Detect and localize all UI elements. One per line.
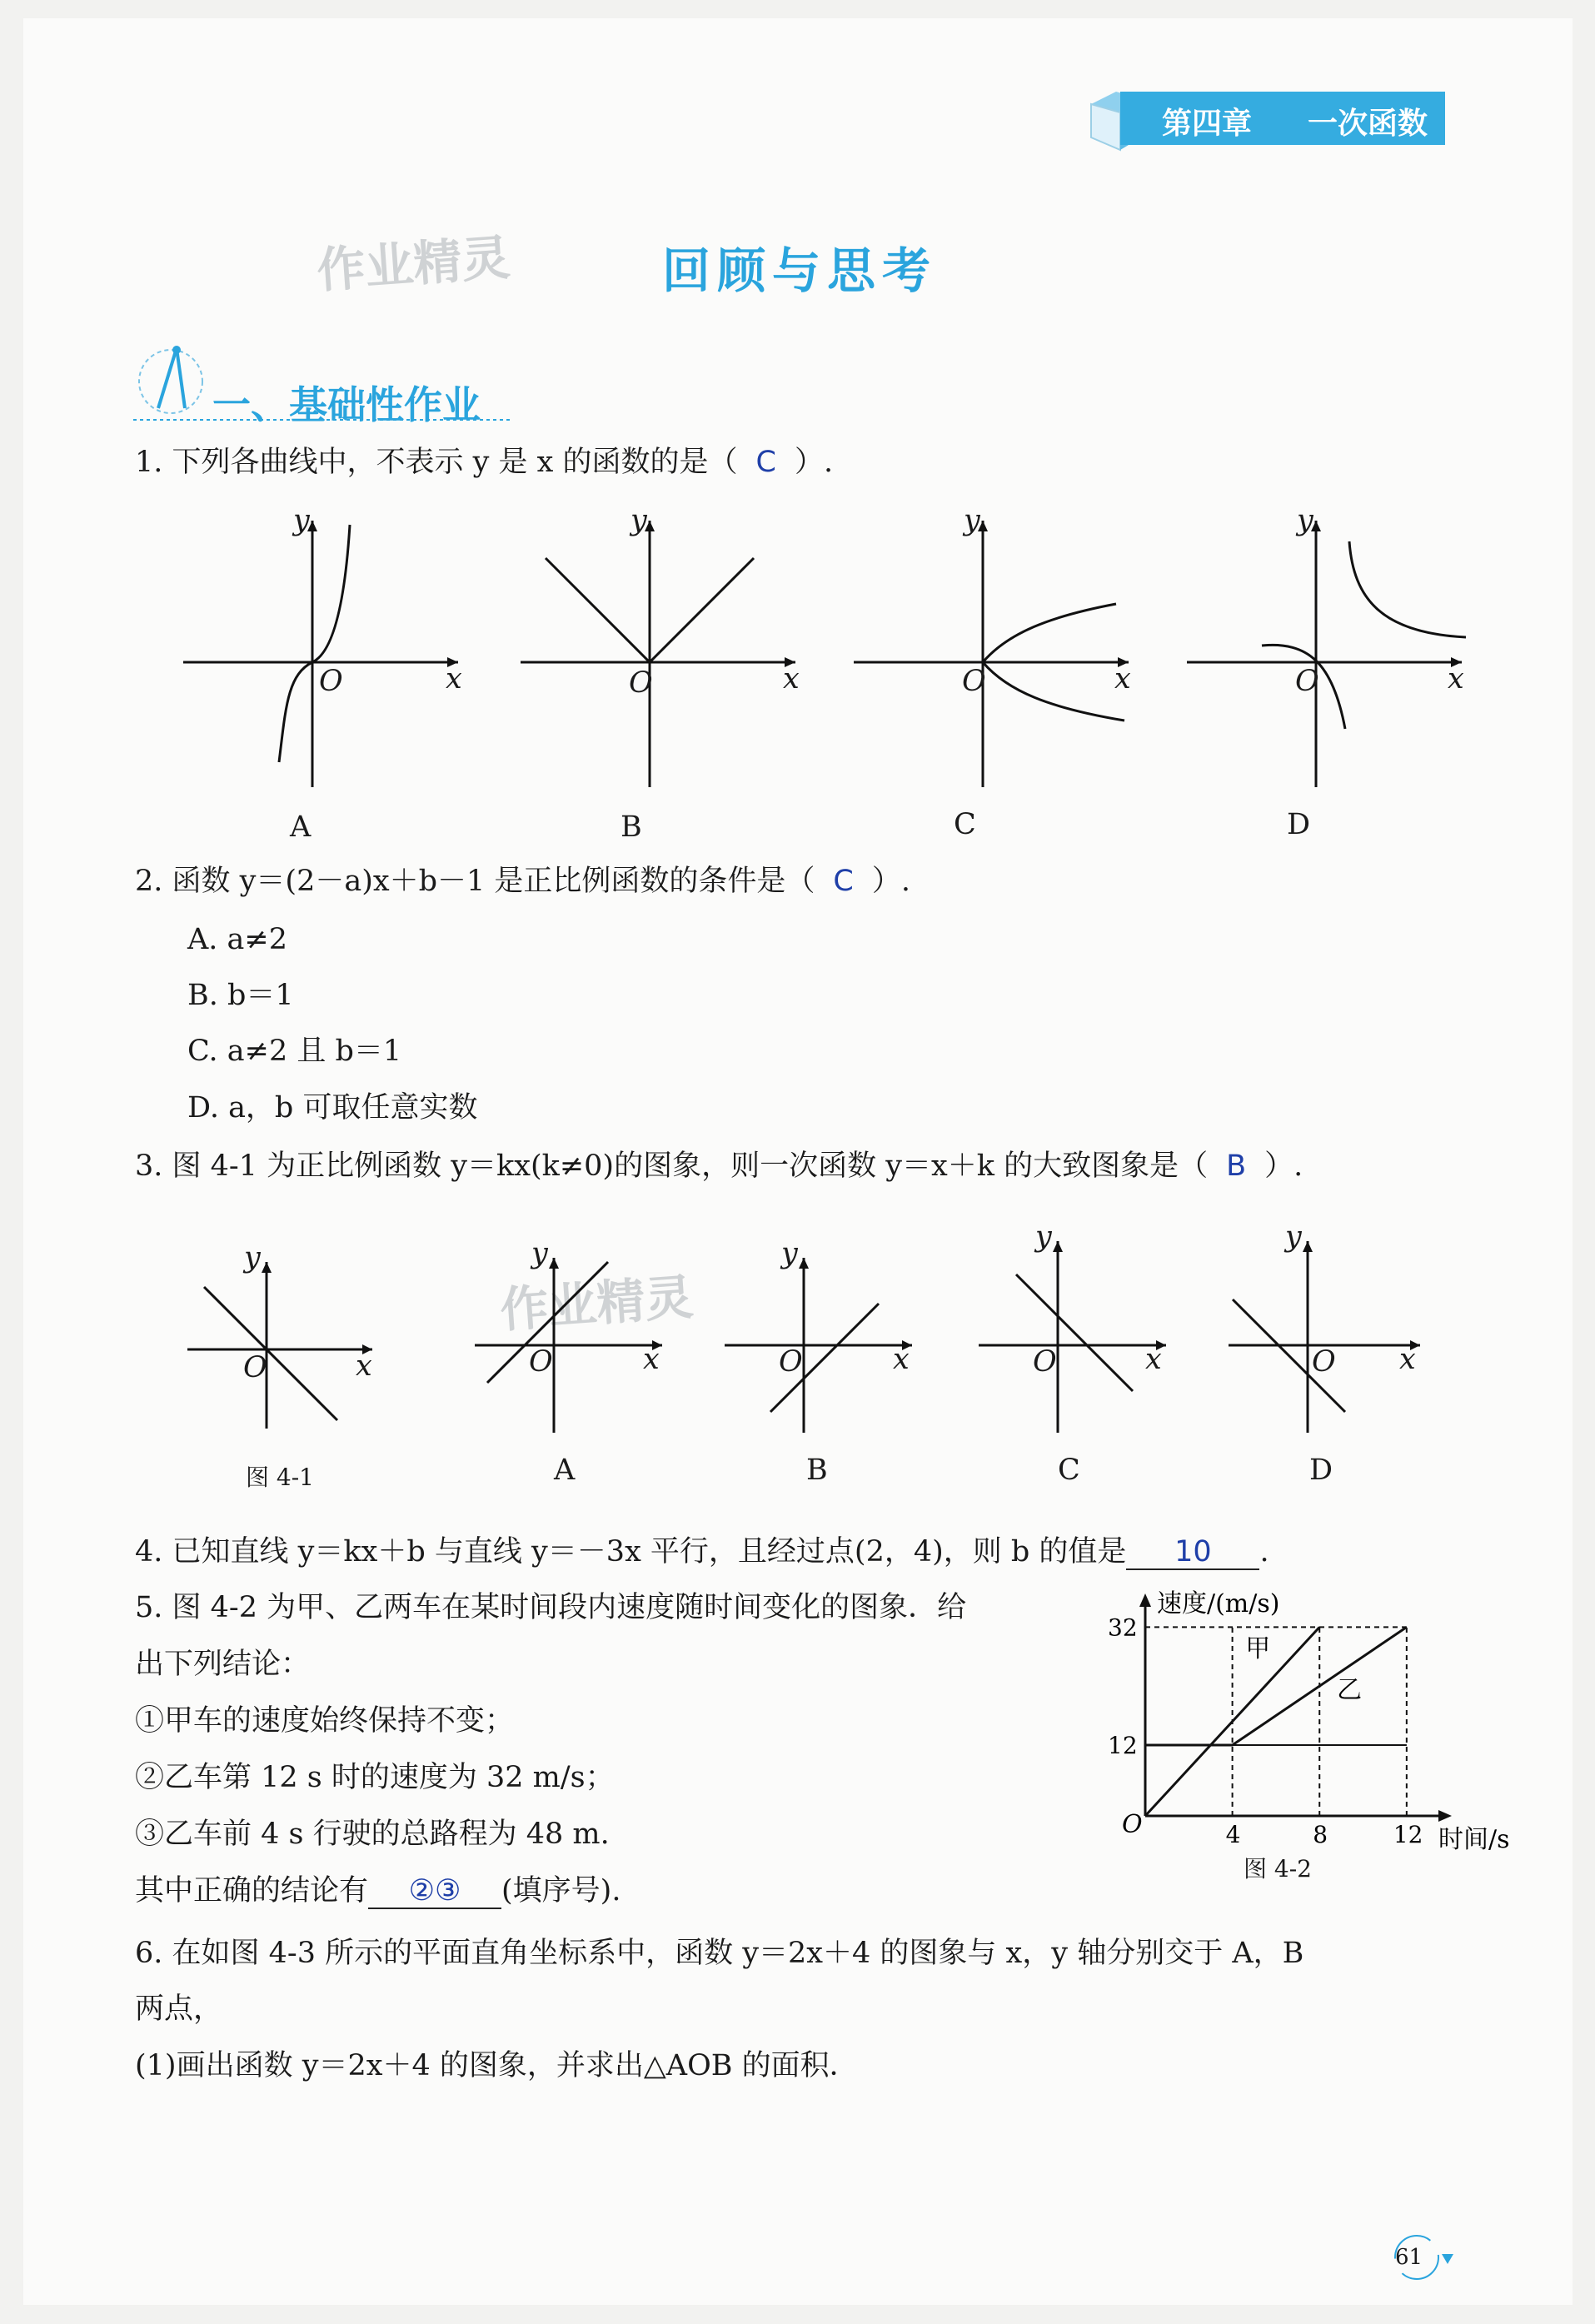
q3-graph-c xyxy=(974,1233,1174,1433)
q1c-y-label: y xyxy=(964,504,980,537)
q6-sub1: (1)画出函数 y＝2x＋4 的图象，并求出△AOB 的面积． xyxy=(135,2049,859,2082)
q3b-x-label: x xyxy=(893,1343,910,1376)
q5-fig-caption: 图 4-2 xyxy=(1244,1855,1312,1883)
q3f-o-label: O xyxy=(243,1351,267,1384)
q3f-x-label: x xyxy=(356,1349,372,1383)
q5-conclusion-2: ②乙车第 12 s 时的速度为 32 m/s； xyxy=(135,1761,615,1794)
series-label-jia: 甲 xyxy=(1245,1633,1271,1663)
q3-graph-b xyxy=(720,1245,920,1437)
q3-option-d: D xyxy=(1309,1454,1333,1487)
q6-line2: 两点， xyxy=(135,1992,223,2026)
q1a-x-label: x xyxy=(446,662,462,696)
q3b-y-label: y xyxy=(781,1237,798,1270)
q1d-o-label: O xyxy=(1295,665,1319,698)
q1b-x-label: x xyxy=(783,662,800,696)
q3-option-a: A xyxy=(554,1454,576,1487)
section-underline xyxy=(133,416,516,425)
q5-ask: 其中正确的结论有 ②③ (填序号). xyxy=(135,1874,621,1908)
q3f-y-label: y xyxy=(244,1241,261,1274)
q1b-y-label: y xyxy=(631,504,647,537)
q1-graph-c xyxy=(850,508,1133,791)
q3d-x-label: x xyxy=(1399,1343,1416,1376)
page-number: 61 xyxy=(1395,2245,1423,2270)
q1a-y-label: y xyxy=(293,504,310,537)
q4-answer: 10 xyxy=(1126,1535,1259,1570)
y-tick-label: 12 xyxy=(1108,1732,1138,1759)
q5-conclusion-3: ③乙车前 4 s 行驶的总路程为 48 m. xyxy=(135,1818,610,1851)
chapter-number: 第四章 xyxy=(1162,107,1253,141)
q3a-y-label: y xyxy=(531,1237,548,1270)
q2-text: 2. 函数 y＝(2－a)x＋b－1 是正比例函数的条件是（ C ）. xyxy=(135,865,910,898)
q1-option-a: A xyxy=(290,810,312,844)
page-title: 回顾与思考 xyxy=(662,242,938,299)
q1d-y-label: y xyxy=(1297,504,1313,537)
q3d-o-label: O xyxy=(1312,1345,1336,1379)
q3-option-c: C xyxy=(1058,1454,1080,1487)
q1-option-d: D xyxy=(1287,808,1311,841)
q3c-y-label: y xyxy=(1035,1220,1052,1254)
q5-line2: 出下列结论： xyxy=(135,1648,311,1681)
x-tick-label: 8 xyxy=(1313,1821,1328,1848)
q1a-o-label: O xyxy=(319,665,343,698)
q1c-x-label: x xyxy=(1114,662,1131,696)
series-label-yi: 乙 xyxy=(1337,1675,1363,1705)
q3-graph-a xyxy=(471,1245,670,1437)
q3-fig-caption: 图 4-1 xyxy=(246,1464,314,1491)
q3-text: 3. 图 4-1 为正比例函数 y＝kx(k≠0)的图象，则一次函数 y＝x＋k 的大致图象是（ B ）. xyxy=(135,1150,1303,1183)
y-tick-label: 32 xyxy=(1108,1613,1138,1642)
x-axis-label: 时间/s xyxy=(1438,1825,1510,1854)
q1-option-c: C xyxy=(954,808,976,841)
q3-option-b: B xyxy=(806,1454,828,1487)
origin-label: O xyxy=(1122,1810,1143,1839)
watermark: 作业精灵 xyxy=(315,228,512,299)
q1-graph-a xyxy=(179,508,462,791)
q2-option-a: A. a≠2 xyxy=(187,923,287,956)
x-tick-label: 12 xyxy=(1393,1821,1423,1848)
q1b-o-label: O xyxy=(629,666,653,700)
section-heading: 一、基础性作业 xyxy=(212,382,481,427)
q3d-y-label: y xyxy=(1285,1220,1302,1254)
q2-option-c: C. a≠2 且 b＝1 xyxy=(187,1035,402,1068)
q3a-o-label: O xyxy=(529,1345,553,1379)
q1c-o-label: O xyxy=(962,665,986,698)
series-line-2 xyxy=(1145,1627,1407,1745)
compass-icon xyxy=(133,342,208,425)
chapter-title: 一次函数 xyxy=(1308,107,1428,141)
q3a-x-label: x xyxy=(643,1343,660,1376)
q1-answer: C xyxy=(755,446,776,479)
q2-option-d: D. a，b 可取任意实数 xyxy=(187,1091,478,1125)
q5-line1: 5. 图 4-2 为甲、乙两车在某时间段内速度随时间变化的图象．给 xyxy=(135,1591,967,1624)
q5-answer: ②③ xyxy=(368,1874,501,1909)
q3-fig-4-1 xyxy=(179,1249,379,1441)
q1-text: 1. 下列各曲线中，不表示 y 是 x 的函数的是（ C ）. xyxy=(135,446,834,479)
q5-conclusion-1: ①甲车的速度始终保持不变； xyxy=(135,1704,515,1738)
chapter-tab xyxy=(1120,92,1445,145)
x-axis-arrow xyxy=(1438,1810,1452,1822)
q2-option-b: B. b＝1 xyxy=(187,979,294,1012)
q1-graph-d xyxy=(1183,508,1466,791)
q3c-x-label: x xyxy=(1145,1343,1162,1376)
q1-graph-b xyxy=(516,508,800,791)
q2-answer: C xyxy=(833,865,854,898)
q1-option-b: B xyxy=(621,810,642,844)
q1d-x-label: x xyxy=(1448,662,1464,696)
watermark-2: 作业精灵 xyxy=(498,1268,695,1339)
q3b-o-label: O xyxy=(779,1345,803,1379)
fig-4-2-chart xyxy=(1091,1587,1510,1854)
q3c-o-label: O xyxy=(1033,1345,1057,1379)
y-axis-arrow xyxy=(1139,1593,1151,1607)
q4-text: 4. 已知直线 y＝kx＋b 与直线 y＝－3x 平行，且经过点(2，4)，则 b 的值是 10 . xyxy=(135,1535,1269,1568)
x-tick-label: 4 xyxy=(1225,1821,1241,1848)
q3-graph-d xyxy=(1224,1233,1424,1433)
y-axis-label: 速度/(m/s) xyxy=(1157,1589,1280,1618)
q3-answer: B xyxy=(1226,1150,1247,1183)
q6-line1: 6. 在如图 4-3 所示的平面直角坐标系中，函数 y＝2x＋4 的图象与 x，y 轴分别交于 A，B xyxy=(135,1937,1304,1970)
